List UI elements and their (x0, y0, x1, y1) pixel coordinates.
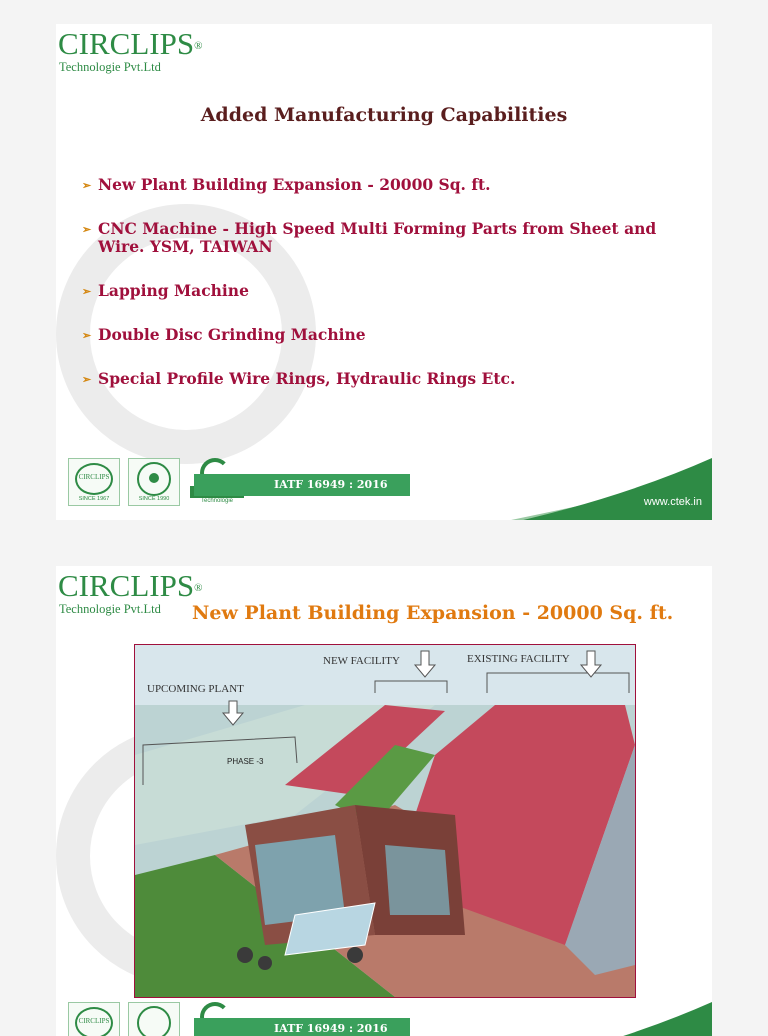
slide-title: New Plant Building Expansion - 20000 Sq. ft. (192, 602, 674, 624)
footer-swoosh (492, 1002, 712, 1036)
label-new-facility: NEW FACILITY (323, 655, 400, 667)
arrow-bullet-icon: ➢ (82, 329, 92, 342)
company-badge: Technologie (190, 458, 242, 506)
logo-name: CIRCLIPS (58, 568, 195, 603)
building-illustration (135, 645, 635, 997)
certification-badge: CIRCLIPS SINCE 1967 (68, 458, 120, 506)
logo-registered: ® (194, 40, 203, 52)
footer-swoosh (492, 458, 712, 520)
slide-footer (56, 454, 712, 520)
logo-name: CIRCLIPS (58, 26, 195, 61)
iatf-certification-bar (194, 1018, 410, 1036)
slide-title: Added Manufacturing Capabilities (200, 104, 568, 126)
label-upcoming-plant: UPCOMING PLANT (147, 683, 244, 695)
iatf-label: IATF 16949 : 2016 (274, 478, 388, 491)
arrow-bullet-icon: ➢ (82, 223, 92, 236)
logo-registered: ® (194, 582, 203, 594)
certification-badge: CIRCLIPS (68, 1002, 120, 1036)
slide-footer (56, 998, 712, 1036)
arrow-bullet-icon: ➢ (82, 179, 92, 192)
company-logo (58, 28, 202, 74)
slide-2 (56, 566, 712, 1036)
logo-subtitle: Technologie Pvt.Ltd (59, 60, 161, 74)
iatf-label: IATF 16949 : 2016 (274, 1022, 388, 1035)
company-logo (58, 570, 202, 616)
label-phase: PHASE -3 (227, 757, 264, 766)
label-existing-facility: EXISTING FACILITY (467, 653, 570, 665)
list-item: ➢ CNC Machine - High Speed Multi Forming Parts from Sheet and Wire. YSM, TAIWAN (82, 219, 657, 256)
list-item: ➢ Lapping Machine (82, 281, 249, 300)
arrow-bullet-icon: ➢ (82, 373, 92, 386)
plant-rendering-image (134, 644, 636, 998)
list-item: ➢ Double Disc Grinding Machine (82, 325, 366, 344)
certification-badge: SINCE 1990 (128, 458, 180, 506)
slide-1 (56, 24, 712, 520)
iatf-certification-bar (194, 474, 410, 496)
list-item: ➢ New Plant Building Expansion - 20000 Sq. ft. (82, 175, 491, 194)
arrow-bullet-icon: ➢ (82, 285, 92, 298)
website-text: www.ctek.in (643, 496, 702, 508)
list-item: ➢ Special Profile Wire Rings, Hydraulic Rings Etc. (82, 369, 516, 388)
certification-badge (128, 1002, 180, 1036)
logo-subtitle: Technologie Pvt.Ltd (59, 602, 161, 616)
